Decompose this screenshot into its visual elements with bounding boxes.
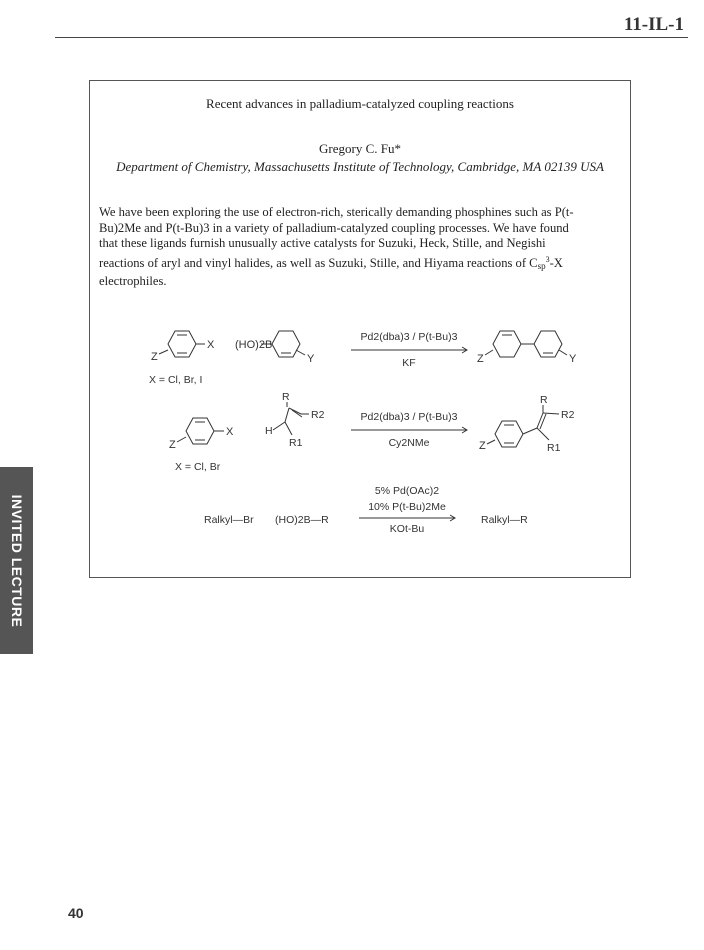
styrene-product-icon (487, 405, 559, 447)
halide-note: X = Cl, Br (175, 461, 221, 473)
catalyst-label: Pd2(dba)3 / P(t-Bu)3 (360, 331, 458, 343)
biaryl-product-icon (485, 331, 567, 357)
product-label: Ralkyl—R (481, 514, 528, 526)
reaction-arrow-icon (351, 347, 467, 353)
substituent-label: Z (477, 353, 484, 365)
affiliation: Department of Chemistry, Massachusetts Institute of Technology, Cambridge, MA 02139 USA (116, 159, 604, 174)
page-number: 40 (68, 905, 84, 921)
abstract-line-text: -X (549, 255, 563, 270)
catalyst-label: Pd2(dba)3 / P(t-Bu)3 (360, 411, 458, 423)
substituent-label: R (282, 391, 290, 403)
substituent-label: R2 (561, 409, 575, 421)
additive-label: KF (402, 357, 416, 369)
superscript: 3 (545, 254, 550, 264)
substituent-label: R1 (547, 442, 561, 454)
document-code: 11-IL-1 (623, 14, 684, 35)
benzene-ring-icon (177, 418, 224, 444)
reagent-label: (HO)2B—R (275, 514, 329, 526)
abstract-line (99, 252, 622, 275)
benzene-ring-icon (159, 331, 205, 357)
substituent-label: X (207, 339, 215, 351)
paper-title: Recent advances in palladium-catalyzed coupling reactions (206, 96, 514, 111)
substituent-label: R2 (311, 409, 325, 421)
side-tab (0, 467, 33, 654)
substituent-label: Z (479, 440, 486, 452)
abstract-line: We have been exploring the use of electron-rich, sterically demanding phosphines such as P(t- (99, 205, 574, 219)
reaction-arrow-icon (359, 515, 455, 521)
catalyst-label: 5% Pd(OAc)2 (374, 485, 440, 497)
abstract-line: Bu)2Me and P(t-Bu)3 in a variety of palladium-catalyzed coupling processes. We have found (99, 220, 569, 235)
author: Gregory C. Fu* (319, 141, 401, 156)
substituent-label: Y (569, 353, 577, 365)
substituent-label: Z (169, 439, 176, 451)
subscript: sp (537, 260, 546, 271)
ligand-label: 10% P(t-Bu)2Me (368, 501, 446, 513)
substituent-label: Z (151, 351, 158, 363)
reaction-scheme (89, 310, 629, 572)
alkene-icon (273, 402, 309, 435)
base-label: Cy2NMe (388, 437, 430, 449)
substituent-label: X (226, 426, 234, 438)
halide-note: X = Cl, Br, I (149, 374, 203, 386)
substituent-label: R (540, 394, 548, 406)
reaction-arrow-icon (351, 427, 467, 433)
abstract-line: that these ligands furnish unusually active catalysts for Suzuki, Heck, Stille, and Negishi (99, 236, 546, 251)
substituent-label: R1 (289, 437, 303, 449)
header-rule (55, 37, 688, 38)
substituent-label: Y (307, 353, 315, 365)
base-label: KOt-Bu (389, 523, 425, 535)
abstract-line-text: reactions of aryl and vinyl halides, as well as Suzuki, Stille, and Hiyama reactions of C (99, 255, 538, 270)
abstract-text (99, 205, 622, 290)
atom-label: H (265, 425, 273, 437)
side-tab-label: INVITED LECTURE (8, 494, 25, 627)
reagent-label: Ralkyl—Br (204, 514, 254, 526)
reagent-label: (HO)2B (235, 339, 273, 351)
abstract-line: electrophiles. (99, 274, 167, 289)
